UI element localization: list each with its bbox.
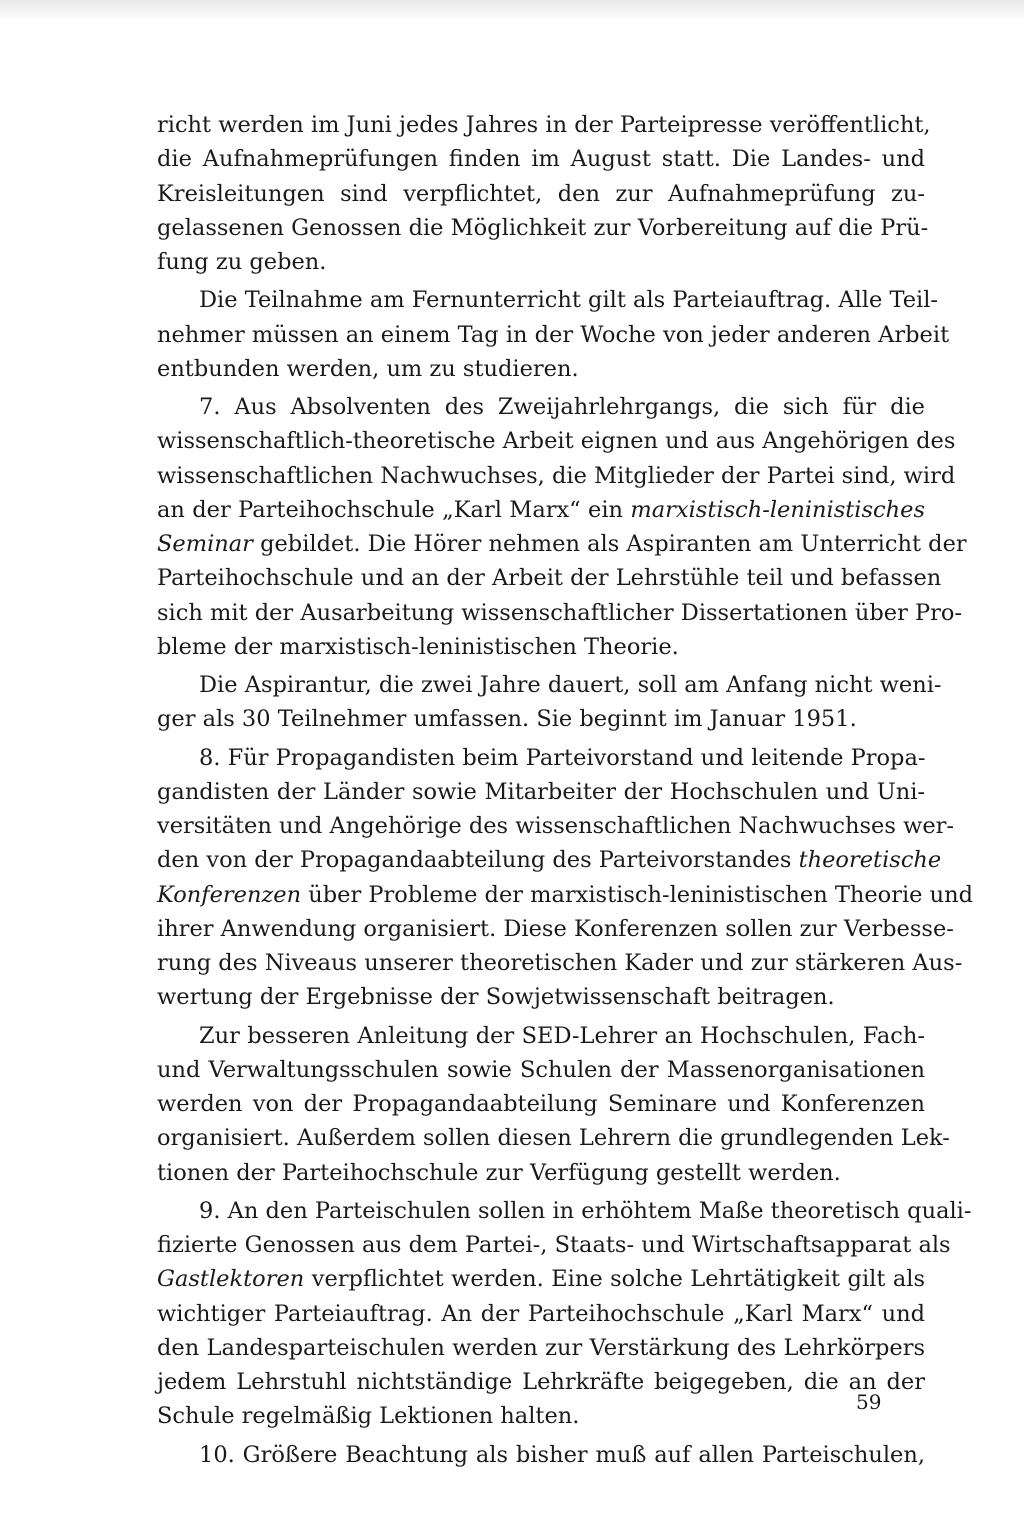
text-segment: an der Parteihochschule „Karl Marx“ ein bbox=[157, 496, 631, 523]
text-line: richt werden im Juni jedes Jahres in der Parteipresse veröffentlicht, bbox=[157, 112, 931, 138]
text-line: wissenschaftlich-theoretische Arbeit eignen und aus Angehörigen des bbox=[157, 428, 956, 455]
text-line: wertung der Ergebnisse der Sowjetwissenschaft beitragen. bbox=[157, 984, 835, 1011]
text-line: und Verwaltungsschulen sowie Schulen der Massenorganisationen bbox=[157, 1056, 925, 1083]
page-number: 59 bbox=[856, 1390, 882, 1414]
text-line: Kreisleitungen sind verpflichtet, den zur Aufnahmeprüfung zu- bbox=[157, 180, 925, 207]
text-segment: den von der Propagandaabteilung des Parteivorstandes bbox=[157, 847, 799, 874]
text-line: fizierte Genossen aus dem Partei-, Staats- und Wirtschaftsapparat als bbox=[157, 1232, 951, 1258]
text-line bbox=[157, 878, 974, 912]
text-line: ger als 30 Teilnehmer umfassen. Sie beginnt im Januar 1951. bbox=[157, 706, 857, 733]
text-line: werden von der Propagandaabteilung Seminare und Konferenzen bbox=[157, 1091, 925, 1117]
text-line: organisiert. Außerdem sollen diesen Lehrern die grundlegenden Lek- bbox=[157, 1125, 950, 1152]
text-segment: über Probleme der marxistisch-leninistischen Theorie und bbox=[301, 881, 974, 908]
text-line: Schule regelmäßig Lektionen halten. bbox=[157, 1403, 580, 1430]
text-line bbox=[157, 1262, 925, 1296]
italic-text: marxistisch-leninistisches bbox=[630, 496, 925, 523]
italic-text: Gastlektoren bbox=[157, 1266, 305, 1293]
text-line: fung zu geben. bbox=[157, 249, 327, 275]
text-segment: gebildet. Die Hörer nehmen als Aspiranten am Unterricht der bbox=[252, 531, 967, 557]
text-segment: verpflichtet werden. Eine solche Lehrtätigkeit gilt als bbox=[304, 1266, 925, 1293]
text-line: sich mit der Ausarbeitung wissenschaftlicher Dissertationen über Pro- bbox=[157, 599, 963, 626]
italic-text: Konferenzen bbox=[157, 881, 302, 908]
text-line: bleme der marxistisch-leninistischen Theorie. bbox=[157, 633, 679, 660]
text-line: 8. Für Propagandisten beim Parteivorstand und leitende Propa- bbox=[199, 744, 926, 771]
text-line: versitäten und Angehörige des wissenschaftlichen Nachwuchses wer- bbox=[157, 813, 955, 839]
body-text bbox=[157, 108, 974, 1472]
italic-text: theoretische bbox=[798, 847, 942, 874]
text-line: nehmer müssen an einem Tag in der Woche von jeder anderen Arbeit bbox=[157, 321, 950, 348]
page-top-edge bbox=[0, 0, 1024, 22]
text-line: entbunden werden, um zu studieren. bbox=[157, 355, 579, 382]
text-line: den Landesparteischulen werden zur Verstärkung des Lehrkörpers bbox=[157, 1334, 925, 1361]
text-line: wissenschaftlichen Nachwuchses, die Mitglieder der Partei sind, wird bbox=[157, 462, 956, 489]
text-line: jedem Lehrstuhl nichtständige Lehrkräfte beigegeben, die an der bbox=[157, 1369, 925, 1395]
text-line bbox=[157, 527, 967, 561]
text-line bbox=[157, 493, 925, 527]
text-line: rung des Niveaus unserer theoretischen Kader und zur stärkeren Aus- bbox=[157, 950, 963, 976]
text-line: gandisten der Länder sowie Mitarbeiter der Hochschulen und Uni- bbox=[157, 778, 925, 805]
italic-text: Seminar bbox=[157, 531, 253, 557]
text-line: die Aufnahmeprüfungen finden im August statt. Die Landes- und bbox=[157, 146, 925, 173]
text-line: tionen der Parteihochschule zur Verfügung gestellt werden. bbox=[157, 1159, 841, 1186]
text-line: ihrer Anwendung organisiert. Diese Konferenzen sollen zur Verbesse- bbox=[157, 915, 954, 942]
text-line: gelassenen Genossen die Möglichkeit zur Vorbereitung auf die Prü- bbox=[157, 214, 929, 241]
text-line: 7. Aus Absolventen des Zweijahrlehrgangs, die sich für die bbox=[199, 394, 925, 420]
text-line: 10. Größere Beachtung als bisher muß auf allen Parteischulen, bbox=[199, 1441, 925, 1468]
text-line: wichtiger Parteiauftrag. An der Parteihochschule „Karl Marx“ und bbox=[157, 1300, 925, 1327]
text-line: Zur besseren Anleitung der SED-Lehrer an Hochschulen, Fach- bbox=[199, 1022, 925, 1049]
text-line: Die Aspirantur, die zwei Jahre dauert, soll am Anfang nicht weni- bbox=[199, 672, 942, 698]
text-line: Die Teilnahme am Fernunterricht gilt als Parteiauftrag. Alle Teil- bbox=[199, 287, 939, 314]
text-line bbox=[157, 843, 942, 877]
text-line: Parteihochschule und an der Arbeit der Lehrstühle teil und befassen bbox=[157, 565, 942, 592]
text-line: 9. An den Parteischulen sollen in erhöhtem Maße theoretisch quali- bbox=[199, 1197, 972, 1224]
